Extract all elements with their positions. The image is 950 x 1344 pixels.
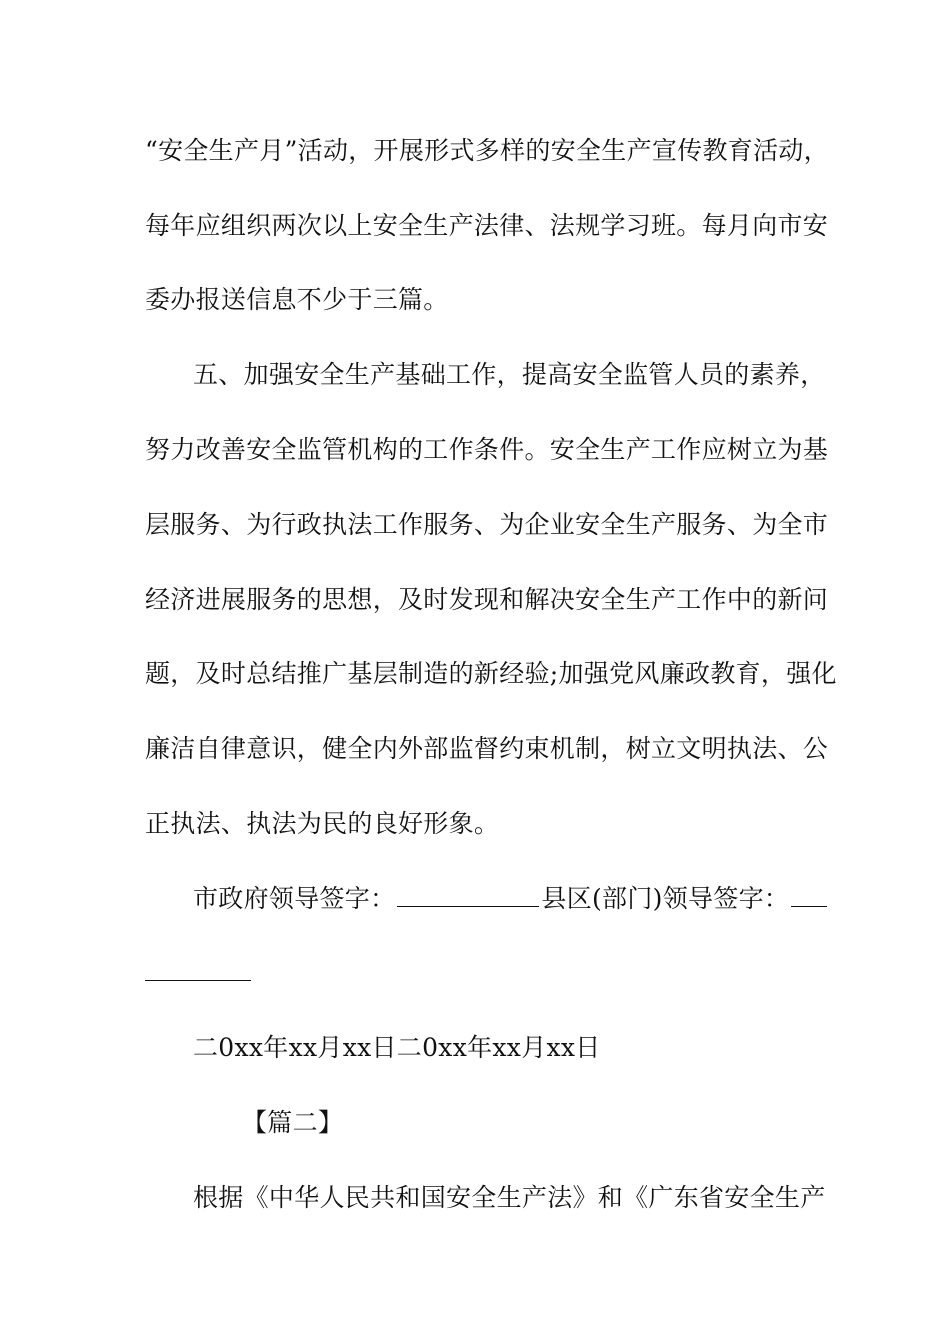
signature-line xyxy=(193,884,873,914)
paragraph-line: “安全生产月”活动，开展形式多样的安全生产宣传教育活动， xyxy=(145,136,829,165)
paragraph-line: 每年应组织两次以上安全生产法律、法规学习班。每月向市安 xyxy=(145,211,829,240)
paragraph-line: 经济进展服务的思想，及时发现和解决安全生产工作中的新问 xyxy=(145,585,829,614)
city-signature-label: 市政府领导签字： xyxy=(193,884,396,913)
city-signature-blank xyxy=(397,884,539,907)
paragraph-line: 努力改善安全监管机构的工作条件。安全生产工作应树立为基 xyxy=(145,435,829,464)
paragraph-line: 委办报送信息不少于三篇。 xyxy=(145,285,449,314)
paragraph-line: 廉洁自律意识，健全内外部监督约束机制，树立文明执法、公 xyxy=(145,734,829,763)
county-signature-blank-continued xyxy=(145,958,251,981)
county-signature-label: 县区(部门)领导签字： xyxy=(541,884,790,913)
section-heading: 【篇二】 xyxy=(242,1108,344,1137)
paragraph-line: 题，及时总结推广基层制造的新经验;加强党风廉政教育，强化 xyxy=(145,659,837,688)
paragraph-line: 正执法、执法为民的良好形象。 xyxy=(145,809,500,838)
paragraph-line: 根据《中华人民共和国安全生产法》和《广东省安全生产 xyxy=(193,1183,826,1212)
signature-blank-continued xyxy=(145,958,825,988)
paragraph-line: 五、加强安全生产基础工作，提高安全监管人员的素养， xyxy=(193,360,826,389)
county-signature-blank xyxy=(791,884,827,907)
date-line: 二0xx年xx月xx日二0xx年xx月xx日 xyxy=(193,1033,601,1062)
paragraph-line: 层服务、为行政执法工作服务、为企业安全生产服务、为全市 xyxy=(145,510,829,539)
